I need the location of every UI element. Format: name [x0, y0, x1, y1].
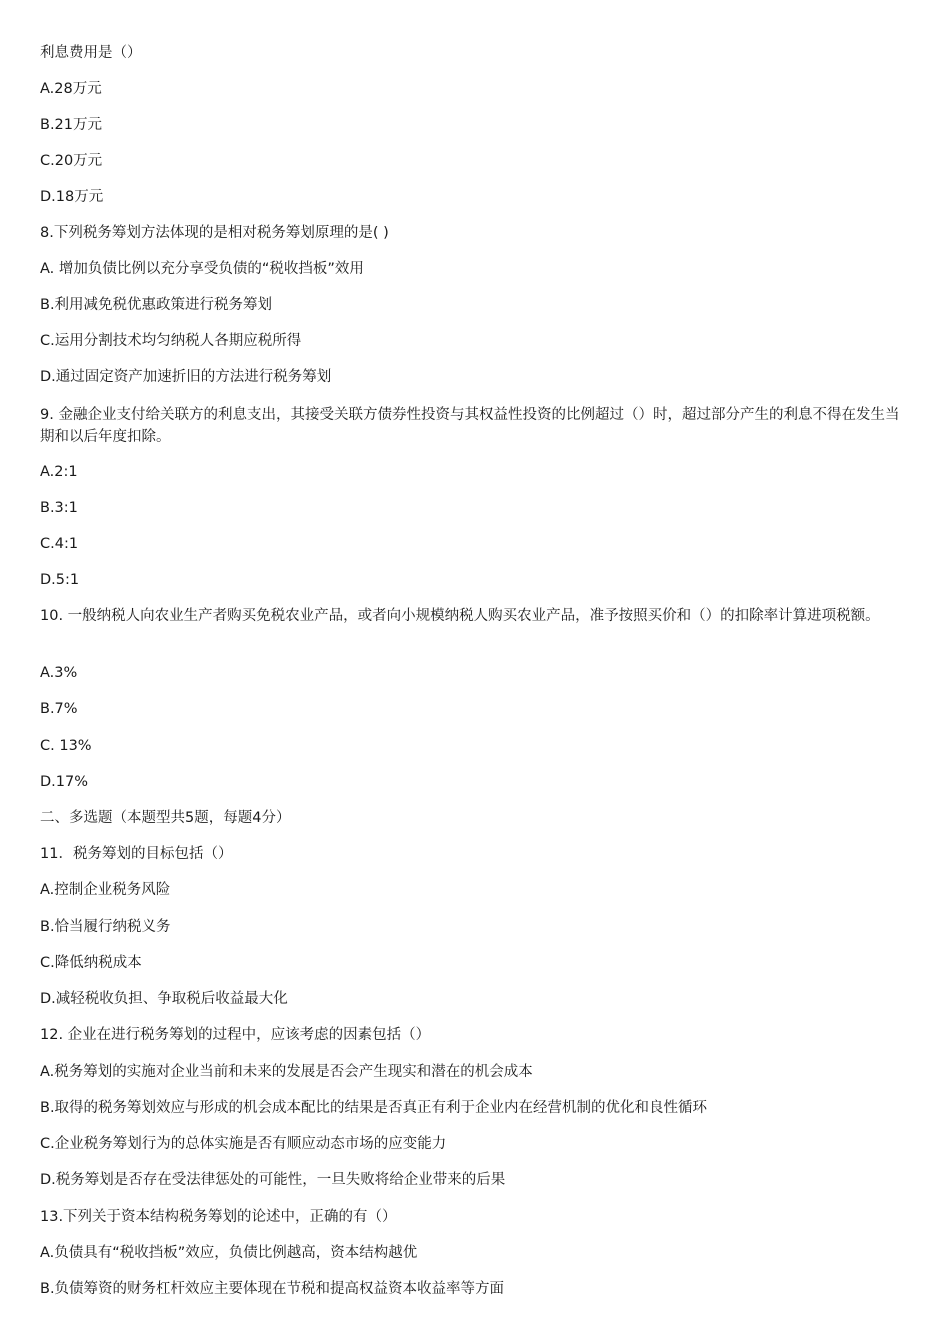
q7-option-c: C.20万元 — [40, 153, 103, 169]
q7-option-b: B.21万元 — [40, 117, 103, 133]
q13-option-a: A.负债具有“税收挡板”效应，负债比例越高，资本结构越优 — [40, 1245, 418, 1261]
q8-option-b: B.利用减免税优惠政策进行税务筹划 — [40, 297, 273, 313]
question-8-stem: 8.下列税务筹划方法体现的是相对税务筹划原理的是( ) — [40, 225, 389, 241]
q8-option-a: A. 增加负债比例以充分享受负债的“税收挡板”效用 — [40, 261, 364, 277]
question-13-stem: 13.下列关于资本结构税务筹划的论述中，正确的有（） — [40, 1209, 397, 1225]
question-9-stem: 9. 金融企业支付给关联方的利息支出，其接受关联方债券性投资与其权益性投资的比例超过（）时，超过部分产生的利息不得在发生当期和以后年度扣除。 — [40, 407, 900, 445]
q8-option-d: D.通过固定资产加速折旧的方法进行税务筹划 — [40, 369, 332, 385]
q8-option-c: C.运用分割技术均匀纳税人各期应税所得 — [40, 333, 302, 349]
q13-option-b: B.负债筹资的财务杠杆效应主要体现在节税和提高权益资本收益率等方面 — [40, 1281, 505, 1297]
section-heading-multiple-choice: 二、多选题（本题型共5题，每题4分） — [40, 810, 291, 826]
q12-option-d: D.税务筹划是否存在受法律惩处的可能性，一旦失败将给企业带来的后果 — [40, 1172, 506, 1188]
q10-option-d: D.17% — [40, 774, 89, 790]
question-11-stem: 11．税务筹划的目标包括（） — [40, 846, 233, 862]
question-12-stem: 12. 企业在进行税务筹划的过程中，应该考虑的因素包括（） — [40, 1027, 431, 1043]
q12-option-a: A.税务筹划的实施对企业当前和未来的发展是否会产生现实和潜在的机会成本 — [40, 1064, 533, 1080]
q11-option-d: D.减轻税收负担、争取税后收益最大化 — [40, 991, 288, 1007]
q10-option-a: A.3% — [40, 665, 78, 681]
q10-option-c: C. 13% — [40, 738, 92, 754]
q9-option-a: A.2:1 — [40, 464, 78, 480]
q12-option-b: B.取得的税务筹划效应与形成的机会成本配比的结果是否真正有利于企业内在经营机制的优化和良性循环 — [40, 1100, 708, 1116]
q10-option-b: B.7% — [40, 701, 78, 717]
q7-option-d: D.18万元 — [40, 189, 104, 205]
q11-option-a: A.控制企业税务风险 — [40, 882, 171, 898]
q9-option-c: C.4:1 — [40, 536, 79, 552]
question-10-stem: 10. 一般纳税人向农业生产者购买免税农业产品，或者向小规模纳税人购买农业产品，准予按照买价和（）的扣除率计算进项税额。 — [40, 608, 880, 624]
q11-option-b: B.恰当履行纳税义务 — [40, 919, 171, 935]
q9-option-b: B.3:1 — [40, 500, 78, 516]
question-7-stem-tail: 利息费用是（） — [40, 45, 142, 61]
q12-option-c: C.企业税务筹划行为的总体实施是否有顺应动态市场的应变能力 — [40, 1136, 447, 1152]
q7-option-a: A.28万元 — [40, 81, 102, 97]
q11-option-c: C.降低纳税成本 — [40, 955, 142, 971]
q9-option-d: D.5:1 — [40, 572, 80, 588]
